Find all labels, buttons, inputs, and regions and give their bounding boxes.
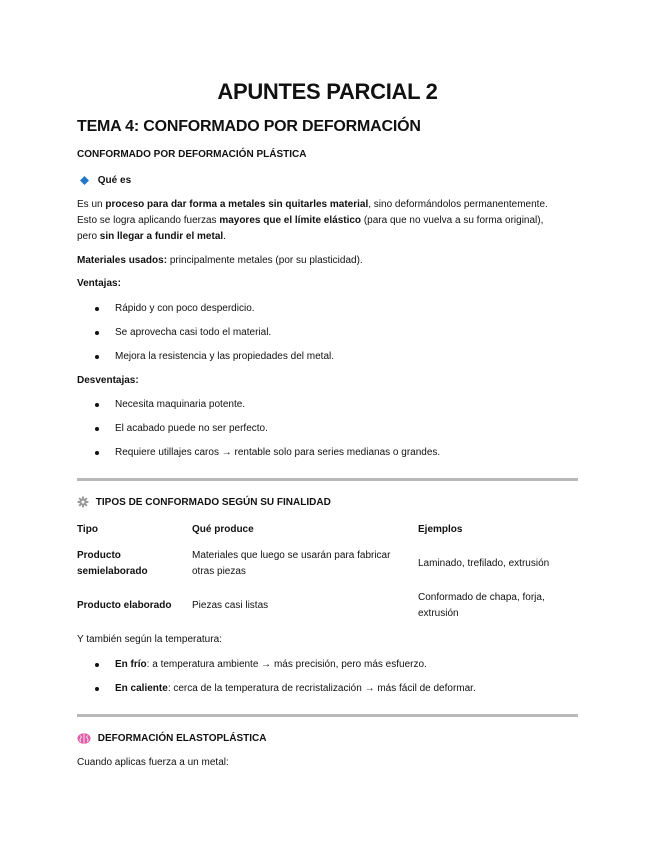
paragraph-line [77,229,226,245]
section-divider [77,714,578,717]
bold-text-run: sin llegar a fundir el metal [99,231,224,242]
cell-line: otras piezas [192,566,246,577]
bullet-icon [95,307,99,311]
temperatura-intro: Y también según la temperatura: [77,634,222,645]
cell-line: extrusión [418,608,459,619]
list-item: El acabado puede no ser perfecto. [115,423,268,434]
bullet-icon [95,427,99,431]
table-header-row [77,517,578,543]
bold-text-run: proceso para dar forma a metales sin quitarles material [105,199,369,210]
que-es-heading [80,173,131,189]
table-cell [192,543,418,585]
elasto-intro: Cuando aplicas fuerza a un metal: [77,757,229,768]
list-item [115,681,476,697]
cell-line: Materiales que luego se usarán para fabricar [192,550,391,561]
topic-heading: TEMA 4: CONFORMADO POR DEFORMACIÓN [77,118,421,135]
materiales-text: principalmente metales (por su plasticidad). [167,255,363,266]
table-cell [77,543,192,585]
list-item: Se aprovecha casi todo el material. [115,327,272,338]
gear-icon [77,496,89,508]
cell-line: Producto [77,550,121,561]
bold-text-run: En frío [115,659,147,670]
materiales-label: Materiales usados: [77,255,168,266]
list-item: Necesita maquinaria potente. [115,399,246,410]
ventajas-label: Ventajas: [77,278,121,289]
desventajas-label: Desventajas: [77,375,139,386]
bullet-icon [95,403,99,407]
cell-line: semielaborado [77,566,148,577]
table-header: Qué produce [192,524,254,535]
elasto-heading-label: DEFORMACIÓN ELASTOPLÁSTICA [97,733,267,744]
table-header: Tipo [77,524,98,535]
tipos-table [77,517,578,627]
table-row [77,585,578,627]
bold-text-run: mayores que el límite elástico [219,215,362,226]
bullet-icon [95,451,99,455]
bullet-icon [95,663,99,667]
list-item: Rápido y con poco desperdicio. [115,303,255,314]
small-blue-diamond-icon [80,176,89,185]
cell-line: Conformado de chapa, forja, [418,592,545,603]
section-divider [77,478,578,481]
list-item [115,657,427,673]
text-run: (para que no vuelva a su forma original), [361,215,544,226]
text-run: : a temperatura ambiente → más precisión, pero más esfuerzo. [146,659,427,670]
paragraph-line [77,213,543,229]
text-run: pero [77,231,100,242]
text-run: , sino deformándolos permanentemente. [368,199,548,210]
text-run: . [223,231,226,242]
bold-text-run: En caliente [115,683,168,694]
materiales-line [77,253,363,269]
bullet-icon [95,331,99,335]
bullet-icon [95,355,99,359]
page-title: APUNTES PARCIAL 2 [217,79,438,104]
text-run: Es un [77,199,106,210]
table-cell: Piezas casi listas [192,600,269,611]
text-run: Esto se logra aplicando fuerzas [77,215,220,226]
table-cell: Laminado, trefilado, extrusión [418,558,550,569]
table-cell: Producto elaborado [77,600,172,611]
table-row [77,543,578,585]
tipos-heading [77,495,331,511]
text-run: : cerca de la temperatura de recristalización → más fácil de deformar. [167,683,476,694]
tipos-heading-label: TIPOS DE CONFORMADO SEGÚN SU FINALIDAD [95,497,331,508]
bullet-icon [95,687,99,691]
paragraph-line [77,197,548,213]
list-item: Requiere utillajes caros → rentable solo para series medianas o grandes. [115,447,441,458]
brain-icon [77,732,91,745]
table-header: Ejemplos [418,524,463,535]
elasto-heading [77,731,267,747]
list-item: Mejora la resistencia y las propiedades del metal. [115,351,334,362]
que-es-label: Qué es [97,175,132,186]
section-heading: CONFORMADO POR DEFORMACIÓN PLÁSTICA [77,149,307,160]
table-cell [418,585,578,627]
